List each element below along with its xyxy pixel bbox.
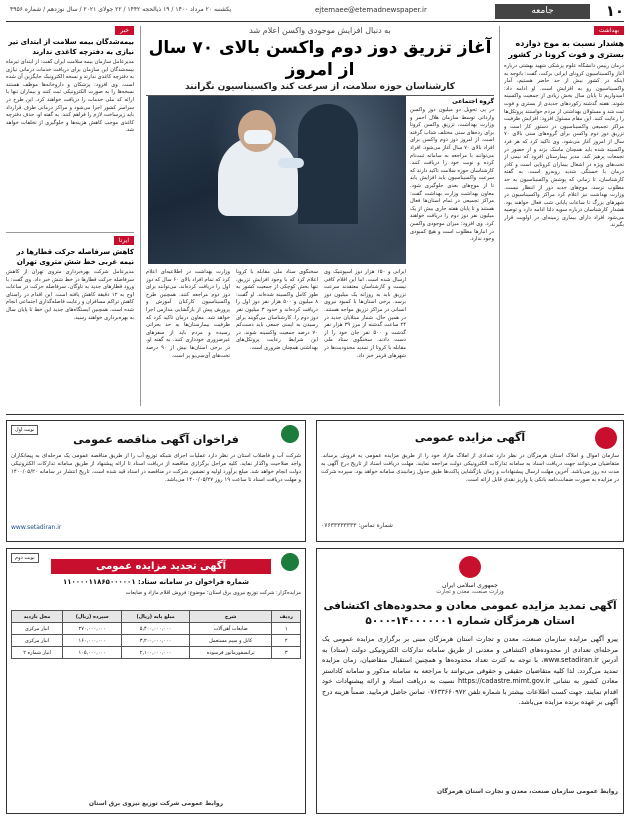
ads-divider xyxy=(6,414,624,415)
table-header-cell: سپرده (ریال) xyxy=(63,611,122,623)
table-cell: انبار شماره ۲ xyxy=(12,647,63,659)
org-logo-icon xyxy=(281,425,299,443)
renewed-ad-subtitle: شماره فراخوان در سامانه ستاد: ۱۱۰۰۰۰۱۱۸۶۵۰۰۰۰۰۱ xyxy=(62,578,250,586)
tender-ad-tag: نوبت اول xyxy=(11,425,38,435)
table-cell: ضایعات آهن‌آلات xyxy=(189,623,272,635)
renewed-ad-table xyxy=(11,610,301,659)
tender-ad-body: شرکت آب و فاضلاب استان در نظر دارد عملیات اجرای شبکه توزیع آب را از طریق مناقصه عمومی یک مرحله‌ای به پیمانکاران واجد صلاحیت واگذار نماید. کلیه مراحل برگزاری مناقصه از دریافت اسناد تا ارائه پیشنهاد از طریق سامانه تدارکات الکترونیکی دولت انجام خواهد شد. مبلغ برآورد اولیه و تضمین شرکت در مناقصه در اسناد قید شده است. تاریخ انتشار در سامانه ۱۴۰۰/۰۵/۲۰ و مهلت دریافت اسناد تا ساعت ۱۹ روز ۱۴۰۰/۰۵/۲۷ می‌باشد. xyxy=(11,453,301,483)
masthead xyxy=(0,0,630,22)
section-email[interactable]: ejtemaee@etemadnewspaper.ir xyxy=(315,6,427,14)
table-cell: انبار مرکزی xyxy=(12,623,63,635)
right-column-body: درمان رییس دانشگاه علوم پزشکی شهید بهشتی درباره آغاز واکسیناسیون کرونای ایرانی برکت، گفت: باتوجه به اینکه در کشور بیش از حد حاضر هستیم، آمار واکسیناسیون رو به افزایش است. او ادامه داد: امیدواریم تا پایان سال بخش زیادی از جمعیت واکسینه شوند. هفته گذشته رکوردهای جدیدی از بستری و فوت ثبت شد و مسئولان بهداشتی از مردم خواستند پروتکل‌ها را رعایت کنند. این مقام مسئول افزود: افزایش ظرفیت مراکز تجمیعی واکسیناسیون در دستور کار است و تزریق دوز دوم واکسن برای گروه‌های سنی بالای ۷۰ سال از امروز آغاز می‌شود. وی تاکید کرد که هر فرد واکسینه شده باید همچنان ماسک بزند و از حضور در تجمعات پرهیز کند. مدیر بیمارستان افزود که نیمی از تخت‌های ویژه در اشغال بیماران کرونایی است و کادر درمان با خستگی شدید روبه‌رو است. به گفته کارشناسان، تا زمانی که پوشش واکسیناسیون به حد مطلوب نرسد، موج‌های جدید دور از انتظار نیست. وزارت بهداشت نیز اعلام کرد مراکز واکسیناسیون در شهرهای بزرگ تا ساعات پایانی شب فعال خواهند بود. هشدار کارشناسان درباره سویه دلتا ادامه دارد و توصیه می‌شود افراد دارای بیماری زمینه‌ای در اولویت قرار بگیرند. xyxy=(504,63,624,229)
table-header-cell: ردیف xyxy=(272,611,301,623)
masthead-rule xyxy=(6,21,624,22)
renewed-ad-tag: نوبت دوم xyxy=(11,553,39,563)
table-header-cell: محل بازدید xyxy=(12,611,63,623)
ministry-name: وزارت صنعت، معدن و تجارت xyxy=(436,589,504,595)
lead-byline: گروه اجتماعی xyxy=(452,98,494,105)
table-cell: ۲۷۰,۰۰۰,۰۰۰ xyxy=(63,623,122,635)
mining-auction-ad xyxy=(316,548,624,814)
left-column-tag: خبر xyxy=(115,26,134,35)
lead-subhead: کارشناسان حوزه سلامت، از سرعت کند واکسیناسیون نگرانند xyxy=(184,82,456,92)
column-divider xyxy=(140,26,141,406)
table-row xyxy=(12,647,301,659)
left-headline-1: بیمه‌شدگان بیمه سلامت از ابتدای تیر نیازی به دفترچه کاغذی ندارند xyxy=(8,38,134,56)
table-cell: ۲ xyxy=(272,635,301,647)
left-headline-2: کاهش سرفاصله حرکت قطارها در نیمه غربی خط شش متروی تهران xyxy=(16,248,134,266)
tender-ad-title: فراخوان آگهی مناقصه عمومی xyxy=(73,433,239,446)
right-column xyxy=(504,26,624,411)
mining-ad-title: آگهی تمدید مزایده عمومی معادن و محدوده‌های اکتشافی استان هرمزگان شماره ۱۴۰۰۰۰۰۰۱-۵۰۰۰ xyxy=(323,600,617,627)
lead-col-4: وزارت بهداشت در اطلاعیه‌ای اعلام کرد که تمام افراد بالای ۶۰ سال که دوز اول را دریافت کرده‌اند، می‌توانند برای دوز دوم مراجعه کنند. همچنین طرح واکسیناسیون کارکنان آموزش و پرورش پیش از بازگشایی مدارس اجرا خواهد شد. معاون درمان تاکید کرد که ظرفیت بیمارستان‌ها به حد بحرانی رسیده و مردم باید از سفرهای غیرضروری خودداری کنند. به گفته او، در برخی استان‌ها بیش از ۹۰ درصد تخت‌های آی‌سی‌یو پر است. xyxy=(146,269,230,359)
column-divider xyxy=(499,26,500,406)
page-number: ۱۰ xyxy=(605,2,624,20)
table-row xyxy=(12,623,301,635)
auction-ad-phone: شماره تماس: ۰۷۶۳۳۳۳۳۳۳۳ xyxy=(321,522,393,529)
right-column-tag: بهداشت xyxy=(594,26,624,35)
lead-headline: آغاز تزریق دوز دوم واکسن بالای ۷۰ سال از امروز xyxy=(148,38,492,80)
auction-ad-title: آگهی مزایده عمومی xyxy=(414,431,526,444)
iran-emblem-icon xyxy=(459,556,481,578)
table-cell: ۱ xyxy=(272,623,301,635)
auction-ad-body: سازمان اموال و املاک استان هرمزگان در نظر دارد تعدادی از املاک مازاد خود را از طریق مزایده عمومی به فروش برساند. متقاضیان می‌توانند جهت دریافت اسناد به سامانه تدارکات الکترونیکی دولت مراجعه نمایند. مهلت دریافت اسناد از تاریخ درج آگهی به مدت ده روز می‌باشد. آخرین مهلت ارسال پیشنهادات و زمان بازگشایی پاکت‌ها طبق جدول زمانبندی سامانه خواهد بود. سپرده شرکت در مزایده به صورت ضمانت‌نامه بانکی یا واریز نقدی قابل ارائه است. xyxy=(321,453,619,483)
table-cell: ۵,۴۰۰,۰۰۰,۰۰۰ xyxy=(122,623,190,635)
lead-col-3: سخنگوی ستاد ملی مقابله با کرونا اعلام کرد که با وجود افزایش تزریق، تنها بخش کوچکی از جمعیت کشور به طور کامل واکسینه شده‌اند. او گفت: ۸ میلیون و ۵۰۰ هزار نفر دوز اول را دریافت کرده‌اند و حدود ۳ میلیون نفر دوز دوم را. کارشناسان می‌گویند برای رسیدن به ایمنی جمعی باید دست‌کم ۷۰ درصد جمعیت واکسینه شوند. در این شرایط رعایت پروتکل‌های بهداشتی همچنان ضروری است. xyxy=(236,269,318,351)
org-logo-icon xyxy=(595,427,617,449)
table-cell: ۳,۲۰۰,۰۰۰,۰۰۰ xyxy=(122,635,190,647)
mining-ad-footer: روابط عمومی سازمان صنعت، معدن و تجارت استان هرمزگان xyxy=(437,788,618,795)
renewed-ad-footer: روابط عمومی شرکت توزیع نیروی برق استان xyxy=(88,800,224,807)
org-logo-icon xyxy=(281,553,299,571)
lead-story xyxy=(146,26,494,411)
table-header-row xyxy=(12,611,301,623)
renewed-auction-ad xyxy=(6,548,306,814)
table-header-cell: شرح xyxy=(189,611,272,623)
table-header-cell: مبلغ پایه (ریال) xyxy=(122,611,190,623)
left-column-tag-2: ایرنا xyxy=(114,236,134,245)
renewed-ad-title: آگهی تجدید مزایده عمومی xyxy=(51,559,271,574)
right-column-headline: هشدار نسبت به موج دوازده بستری و فوت کرونا در کشور xyxy=(508,39,624,59)
table-cell: ۱۶۰,۰۰۰,۰۰۰ xyxy=(63,635,122,647)
mining-ad-body: پیرو آگهی مزایده سازمان صنعت، معدن و تجارت استان هرمزگان مبنی بر برگزاری مزایده عمومی یک مرحله‌ای تعدادی از محدوده‌های اکتشافی و معدنی از طریق سامانه تدارکات الکترونیکی دولت (ستاد) به آدرس www.setadiran.ir، با توجه به کثرت تعداد محدوده‌ها و همچنین استقبال متقاضیان، زمان مزایده تمدید می‌گردد. لذا کلیه متقاضیان حقیقی و حقوقی می‌توانند با مراجعه به سامانه مذکور و سامانه کاداستر معادن کشور به نشانی https://cadastre.mimt.gov.ir نسبت به دریافت اسناد و ارائه پیشنهادات خود اقدام نمایند. جهت کسب اطلاعات بیشتر با شماره تلفن ۰۷۶۳۳۶۶۰۹۷۲ تماس حاصل فرمایید. ضمناً هزینه درج آگهی بر عهده برنده مزایده می‌باشد. xyxy=(322,635,618,706)
section-label: جامعه xyxy=(495,4,590,19)
tender-ad xyxy=(6,420,306,542)
lead-kicker: به دنبال افزایش موجودی واکسن اعلام شد xyxy=(249,26,391,35)
left-body-1: مدیرعامل سازمان بیمه سلامت ایران گفت: از ابتدای تیرماه بیمه‌شدگان این سازمان برای دریافت خدمات درمانی نیازی به دفترچه کاغذی ندارند و نسخه الکترونیک جایگزین آن شده است. وی افزود: پزشکان و داروخانه‌ها موظف هستند نسخه‌ها را به صورت الکترونیکی ثبت کنند و بیماران تنها با ارائه کد ملی خدمات را دریافت خواهند کرد. این طرح در سراسر کشور اجرا می‌شود و مراکز درمانی طرف قرارداد باید زیرساخت لازم را فراهم کنند. به گفته او، حذف دفترچه کاغذی موجب کاهش هزینه‌ها و جلوگیری از تخلفات خواهد شد. xyxy=(6,59,134,134)
renewed-ad-intro: مزایده‌گزار: شرکت توزیع نیروی برق استان؛ موضوع: فروش اقلام مازاد و ضایعات xyxy=(125,590,301,596)
lead-col-1: در پی تحویل دو میلیون دوز واکسن وارداتی توسط سازمان هلال احمر و وزارت بهداشت، تزریق واکسن کرونا برای رده‌های سنی مختلف شتاب گرفته است. از امروز دوز دوم واکسن برای افراد بالای ۷۰ سال آغاز می‌شود. افراد می‌توانند با مراجعه به سامانه ثبت‌نام کرده و نوبت خود را دریافت کنند. کارشناسان حوزه سلامت تاکید دارند که سرعت واکسیناسیون باید افزایش یابد تا از موج‌های بعدی جلوگیری شود. معاون بهداشت وزارت بهداشت گفت: مراکز تجمیعی در تمام استان‌ها فعال هستند و تا پایان هفته جاری بیش از یک میلیون نفر دوز دوم را دریافت خواهند کرد. وی افزود: میزان موجودی واکسن در انبارها مطلوب است و هیچ کمبودی وجود ندارد. xyxy=(410,107,494,243)
table-row xyxy=(12,635,301,647)
emblem-caption: جمهوری اسلامی ایران xyxy=(442,582,498,589)
lead-col-2: ایرانی و ۱۵۰ هزار دوز اسپوتنیک وی ارسال شده است. اما این اقلام کافی نیست و کارشناسان معتقدند سرعت تزریق باید به روزانه یک میلیون دوز برسد. برخی استان‌ها با کمبود نیروی انسانی در مراکز تزریق مواجه هستند. در همین حال، شمار مبتلایان جدید در ۲۴ ساعت گذشته از مرز ۳۹ هزار نفر گذشت و ۵۰۰ نفر جان خود را از دست دادند. سخنگوی ستاد ملی مقابله با کرونا از تمدید محدودیت‌ها در شهرهای قرمز خبر داد. xyxy=(324,269,406,359)
vaccination-photo xyxy=(148,96,406,264)
table-cell: ۳ xyxy=(272,647,301,659)
table-cell: ۲,۱۰۰,۰۰۰,۰۰۰ xyxy=(122,647,190,659)
tender-ad-website[interactable]: www.setadiran.ir xyxy=(11,524,62,531)
table-cell: کابل و سیم مستعمل xyxy=(189,635,272,647)
left-rule xyxy=(6,232,134,233)
left-column xyxy=(6,26,134,411)
table-cell: ۱۰۵,۰۰۰,۰۰۰ xyxy=(63,647,122,659)
table-cell: انبار مرکزی xyxy=(12,635,63,647)
left-body-2: مدیرعامل شرکت بهره‌برداری متروی تهران از کاهش سرفاصله حرکت قطارها در خط شش خبر داد. وی گفت: با ورود قطارهای جدید به ناوگان، سرفاصله حرکت در ساعات اوج به ۱۲ دقیقه کاهش یافته است. این اقدام در راستای کاهش تراکم مسافران و رعایت فاصله‌گذاری اجتماعی انجام شده است. همچنین ایستگاه‌های جدید این خط تا پایان سال به بهره‌برداری خواهند رسید. xyxy=(6,269,134,321)
date-line: یکشنبه ۲۰ مرداد ۱۴۰۰ / ۱۹ ذیالحجه ۱۴۴۲ / ۲۲ جولای ۲۰۲۱ / سال نوزدهم / شماره ۴۹۵۶ xyxy=(10,6,232,13)
table-cell: ترانسفورماتور فرسوده xyxy=(189,647,272,659)
auction-ad xyxy=(316,420,624,542)
